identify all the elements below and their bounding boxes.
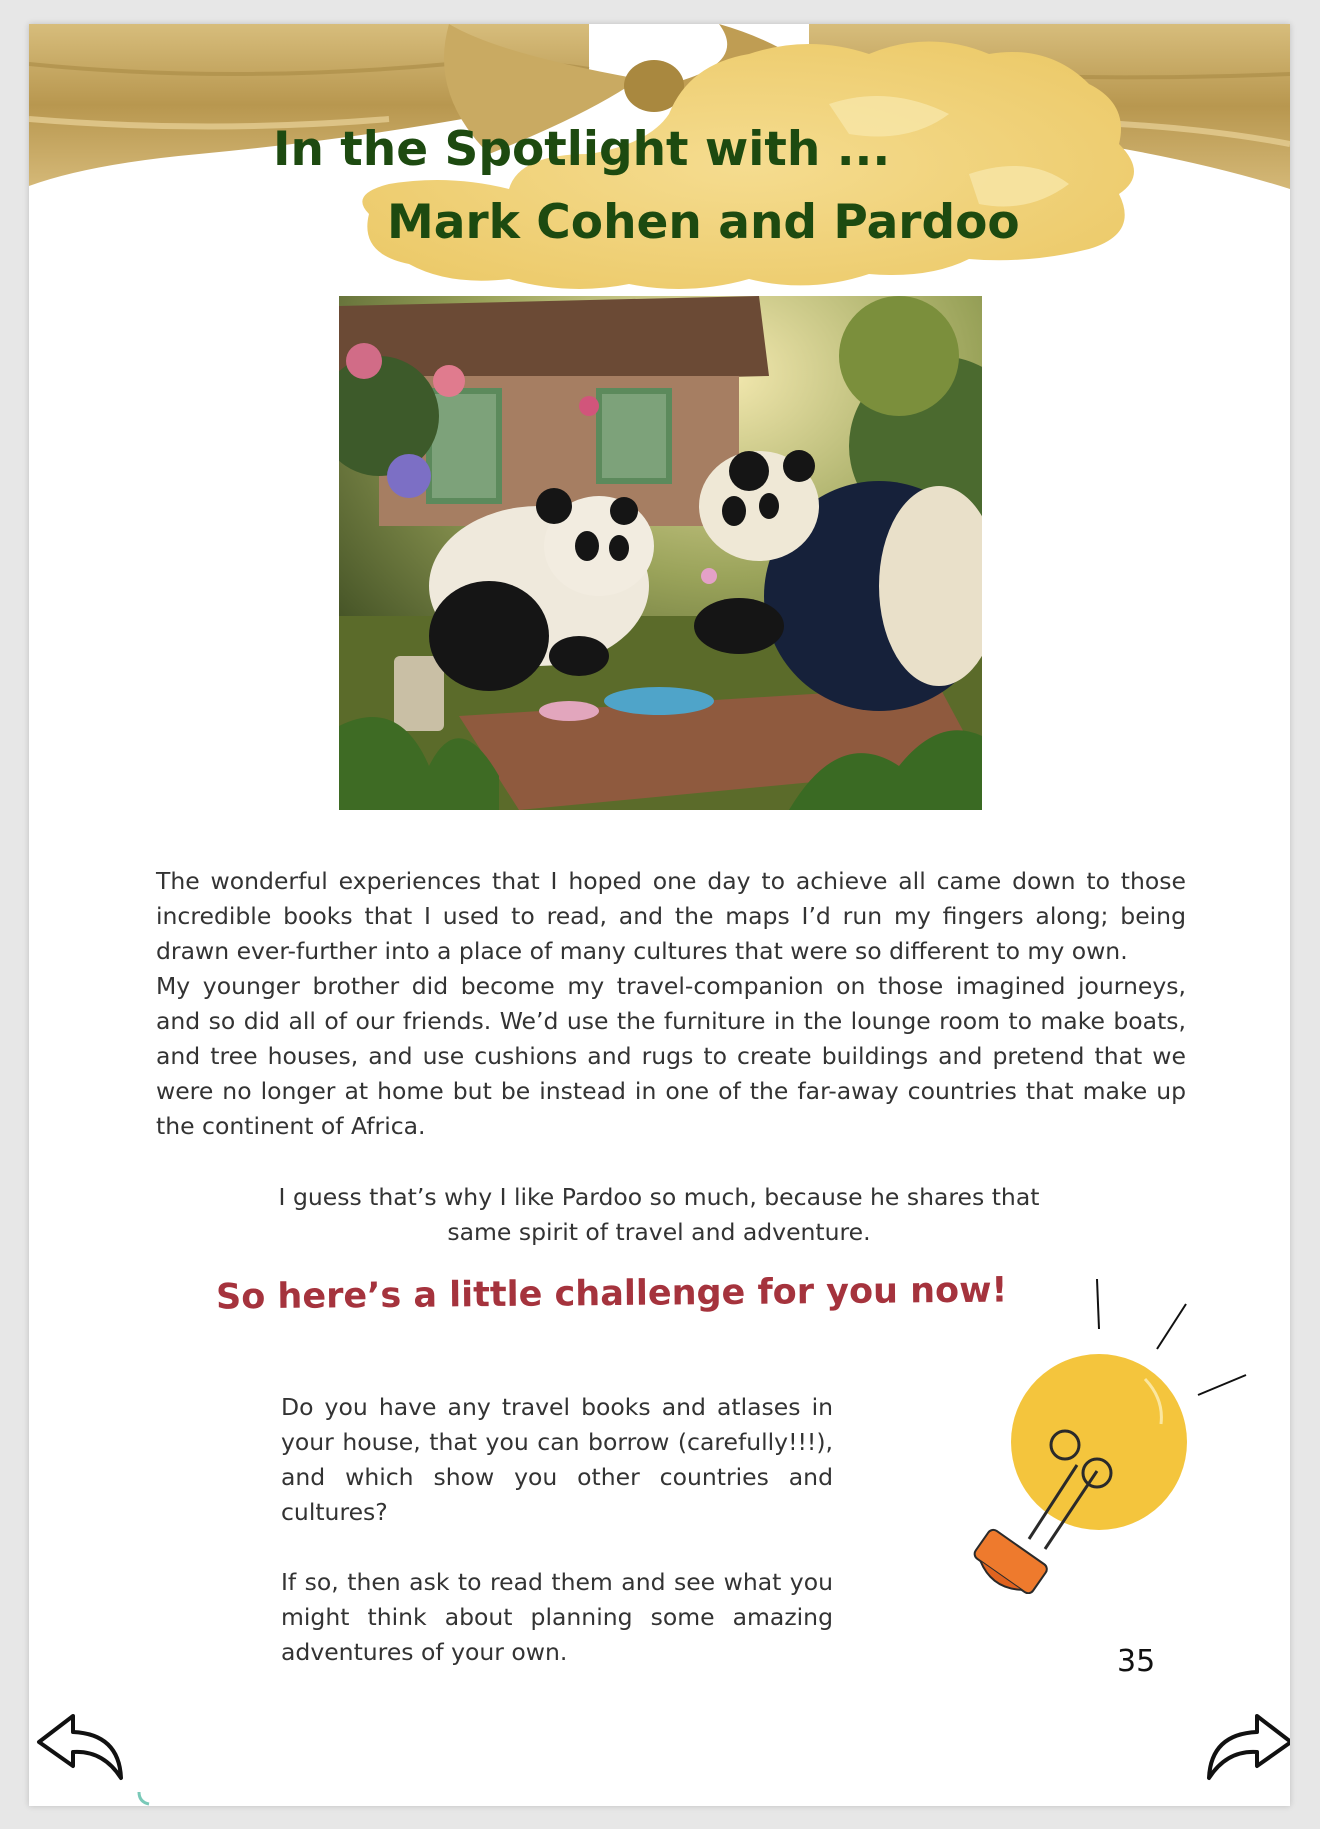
forward-arrow-icon[interactable] xyxy=(1205,1704,1290,1784)
book-page xyxy=(29,24,1290,1806)
spotlight-title: In the Spotlight with ... xyxy=(273,122,891,177)
back-arrow-icon[interactable] xyxy=(33,1704,125,1784)
quote-line-2: same spirit of travel and adventure. xyxy=(447,1218,871,1246)
story-text xyxy=(156,864,1186,1144)
light-bulb-icon xyxy=(949,1249,1259,1594)
page-number: 35 xyxy=(1117,1644,1156,1679)
challenge-question-2 xyxy=(281,1565,833,1670)
challenge-question-2-text: If so, then ask to read them and see what you might think about planning some amazing adventures of your own. xyxy=(281,1568,833,1666)
teal-corner-mark xyxy=(137,1792,151,1806)
pandas-illustration xyxy=(339,296,982,810)
quote-line-1: I guess that’s why I like Pardoo so much, because he shares that xyxy=(278,1183,1040,1211)
story-paragraph-2: My younger brother did become my travel-companion on those imagined journeys, and so did all of our friends. We’d use the furniture in the lounge room to make boats, and tree houses, and use cushions and rugs to create buildings and pretend that we were no longer at home but be instead in one of the far-away countries that make up the continent of Africa. xyxy=(156,972,1186,1140)
spotlight-subtitle: Mark Cohen and Pardoo xyxy=(387,195,1020,250)
challenge-question-1 xyxy=(281,1390,833,1530)
pardoo-quote xyxy=(259,1180,1059,1250)
challenge-question-1-text: Do you have any travel books and atlases in your house, that you can borrow (carefully!!!), and which show you other countries and cultures? xyxy=(281,1393,833,1526)
challenge-heading: So here’s a little challenge for you now! xyxy=(215,1270,1008,1318)
story-paragraph-1: The wonderful experiences that I hoped one day to achieve all came down to those incredible books that I used to read, and the maps I’d run my fingers along; being drawn ever-further into a place of many cultures that were so different to my own. xyxy=(156,867,1186,965)
